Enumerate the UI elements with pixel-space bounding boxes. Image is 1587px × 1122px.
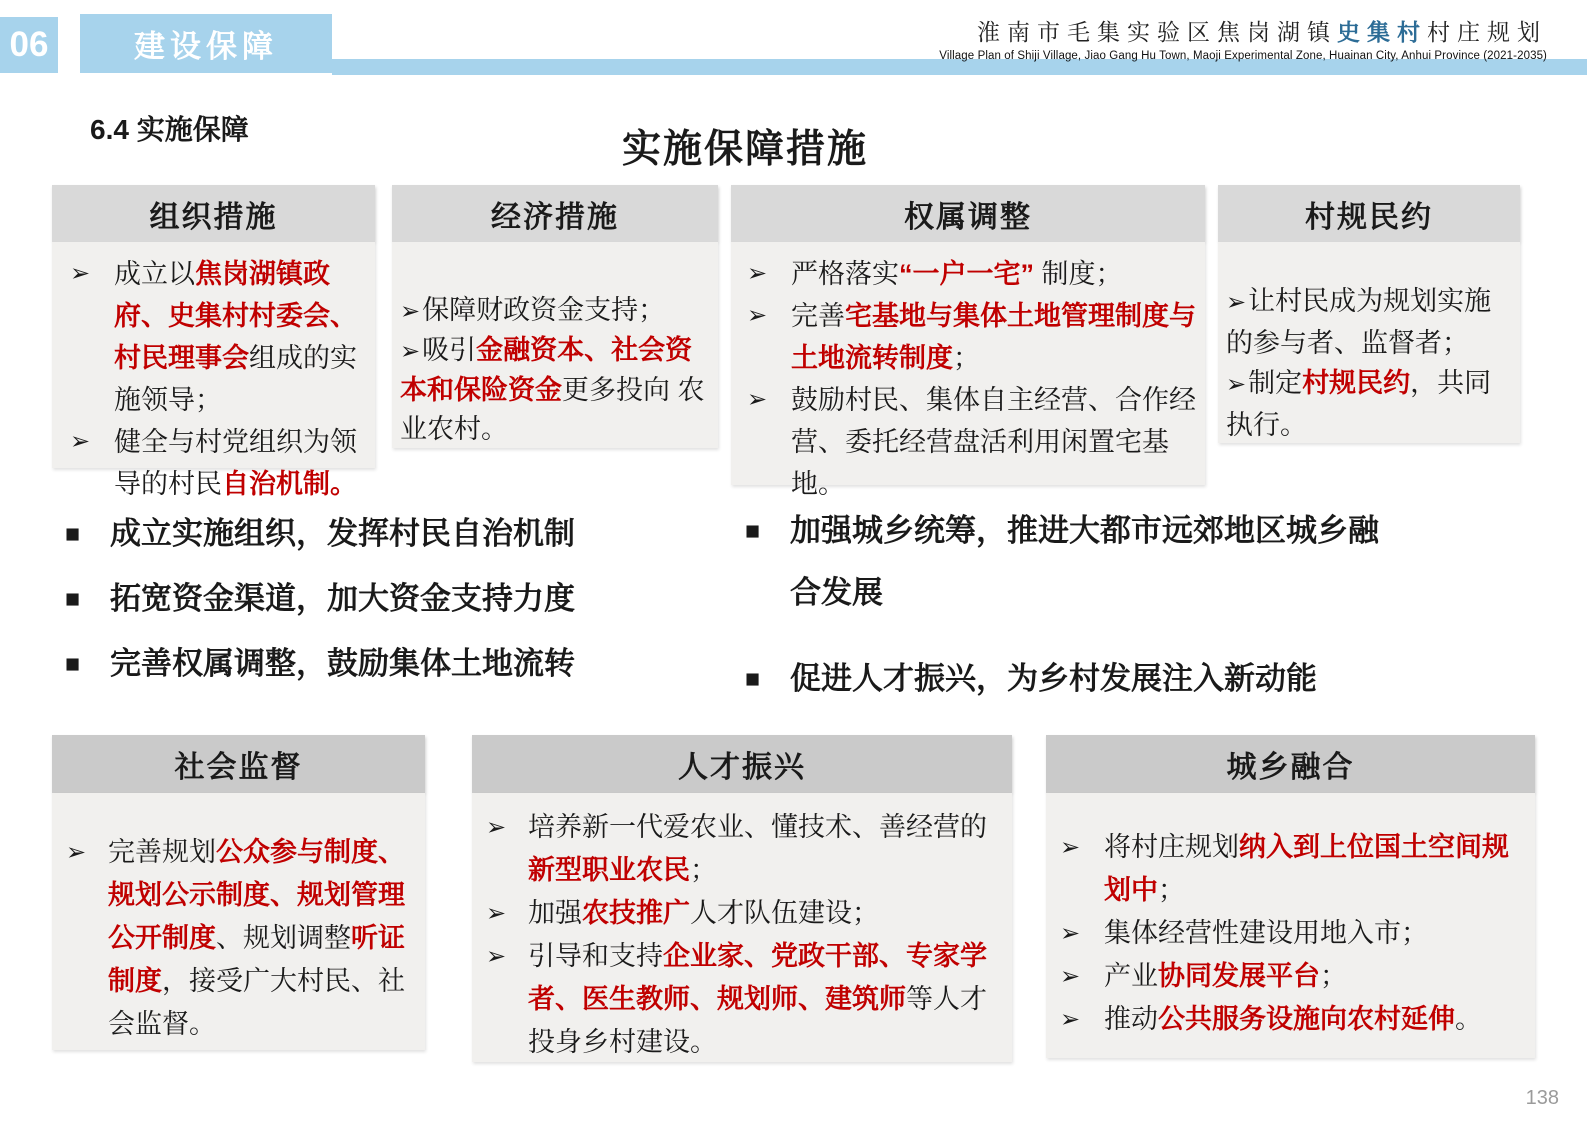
- plain-text: ；: [690, 855, 717, 885]
- emphasis-text: 纳入到上位国土空间规划中: [1104, 832, 1509, 905]
- plain-text: 引导和支持: [528, 941, 663, 971]
- card-economic-measures: [392, 185, 718, 448]
- plan-title-prefix: 淮南市毛集实验区焦岗湖镇: [977, 20, 1337, 45]
- bullet-text: [791, 295, 1199, 379]
- emphasis-text: “一户一宅”: [899, 259, 1034, 289]
- arrow-bullet-icon: ➢: [1226, 289, 1247, 316]
- plain-text: 让村民成为规划实施的参与者、监督者；: [1226, 286, 1492, 358]
- bullet-text: [1104, 826, 1527, 912]
- plan-title-village-highlight: 史集村: [1337, 20, 1427, 45]
- bullet-text: [108, 831, 417, 1046]
- emphasis-text: 企业家、党政干部、专家学者、医生教师、规划师、建筑师: [528, 941, 987, 1014]
- key-point-item: [65, 577, 575, 621]
- arrow-bullet-icon: ➢: [1060, 834, 1081, 861]
- bullet-text: [1104, 955, 1347, 998]
- arrow-bullet-icon: ➢: [66, 839, 87, 866]
- arrow-bullet-icon: ➢: [486, 943, 507, 970]
- bullet-text: [1104, 998, 1482, 1041]
- plain-text: 产业: [1104, 961, 1158, 991]
- plain-text: 、规划调整: [216, 923, 351, 953]
- card-ownership-adjustment: [731, 185, 1205, 499]
- emphasis-text: 自治机制。: [222, 469, 357, 499]
- arrow-bullet-icon: ➢: [747, 302, 768, 329]
- emphasis-text: 村规民约: [1302, 368, 1411, 398]
- bullet-text: [114, 253, 369, 421]
- plain-text: 等人才投身乡村建设。: [528, 984, 987, 1057]
- plain-text: 。: [1455, 1004, 1482, 1034]
- key-point-item: [65, 642, 575, 686]
- bullet-item: [1226, 363, 1516, 445]
- arrow-bullet-icon: ➢: [747, 386, 768, 413]
- bullet-item: [484, 806, 1004, 892]
- arrow-bullet-icon: ➢: [486, 900, 507, 927]
- arrow-bullet-icon: ➢: [400, 338, 421, 365]
- key-point-text: 加强城乡统筹，推进大都市远郊地区城乡融合发展: [790, 513, 1379, 610]
- plain-text: ；: [1158, 875, 1185, 905]
- card-title: 权属调整: [731, 185, 1205, 242]
- plain-text: 保障财政资金支持；: [422, 295, 666, 325]
- subsection-title: 6.4 实施保障: [90, 114, 249, 145]
- emphasis-text: 公共服务设施向农村延伸: [1158, 1004, 1455, 1034]
- card-body: [52, 242, 375, 499]
- plain-text: 制度；: [1034, 259, 1123, 289]
- square-bullet-icon: ■: [745, 517, 761, 545]
- arrow-bullet-icon: ➢: [1060, 920, 1081, 947]
- arrow-bullet-icon: ➢: [747, 260, 768, 287]
- card-body: [1218, 242, 1520, 443]
- arrow-bullet-icon: ➢: [486, 814, 507, 841]
- card-title: 城乡融合: [1046, 735, 1535, 793]
- card-title: 组织措施: [52, 185, 375, 242]
- bullet-text: [1226, 286, 1491, 358]
- card-village-covenants: [1218, 185, 1520, 443]
- plain-text: 完善规划: [108, 837, 216, 867]
- key-point-text: 完善权属调整，鼓励集体土地流转: [110, 646, 575, 681]
- bullet-text: [1226, 368, 1491, 440]
- key-point-text: 促进人才振兴，为乡村发展注入新动能: [790, 661, 1317, 696]
- bullet-item: [745, 295, 1199, 379]
- plain-text: ，共同执行。: [1226, 368, 1492, 440]
- plan-title-chinese: [939, 14, 1547, 47]
- plain-text: 完善: [791, 301, 845, 331]
- key-point-item: [745, 500, 1500, 624]
- plain-text: 更多投向 农业农村。: [400, 375, 705, 444]
- arrow-bullet-icon: ➢: [400, 298, 421, 325]
- plain-text: 成立以: [114, 259, 195, 289]
- plain-text: 集体经营性建设用地入市；: [1104, 918, 1428, 948]
- arrow-bullet-icon: ➢: [1060, 963, 1081, 990]
- bullet-item: [400, 291, 714, 331]
- bullet-item: [1058, 912, 1527, 955]
- square-bullet-icon: ■: [745, 665, 761, 693]
- key-points-left: [65, 512, 575, 707]
- card-social-supervision: [52, 735, 425, 1050]
- key-point-text: 成立实施组织，发挥村民自治机制: [110, 516, 575, 551]
- card-title: 经济措施: [392, 185, 718, 242]
- arrow-bullet-icon: ➢: [70, 260, 91, 287]
- plain-text: 严格落实: [791, 259, 899, 289]
- plan-title-block: [939, 14, 1547, 62]
- square-bullet-icon: ■: [65, 585, 81, 613]
- bullet-item: [68, 253, 369, 421]
- bullet-item: [400, 331, 714, 449]
- emphasis-text: 宅基地与集体土地管理制度与土地流转制度: [791, 301, 1196, 373]
- bullet-text: [114, 421, 369, 505]
- bullet-text: [400, 335, 705, 444]
- arrow-bullet-icon: ➢: [70, 428, 91, 455]
- card-body: [472, 793, 1012, 1062]
- emphasis-text: 协同发展平台: [1158, 961, 1320, 991]
- emphasis-text: 听证 制度: [108, 923, 405, 996]
- plain-text: ；: [1320, 961, 1347, 991]
- bullet-item: [484, 892, 1004, 935]
- plain-text: 人才队伍建设；: [690, 898, 879, 928]
- bullet-text: [791, 379, 1199, 505]
- section-title: 建设保障: [134, 29, 278, 64]
- plan-title-suffix: 村庄规划: [1427, 20, 1547, 45]
- section-title-box: [80, 14, 332, 73]
- plain-text: ；: [953, 343, 980, 373]
- emphasis-text: 金融资本、社会资本和保险资金: [400, 335, 693, 405]
- card-title: 人才振兴: [472, 735, 1012, 793]
- bullet-item: [1226, 281, 1516, 363]
- plain-text: 吸引: [422, 335, 477, 365]
- emphasis-text: 新型职业农民: [528, 855, 690, 885]
- key-point-text: 拓宽资金渠道，加大资金支持力度: [110, 581, 575, 616]
- bullet-item: [745, 379, 1199, 505]
- card-talent-revitalization: [472, 735, 1012, 1062]
- square-bullet-icon: ■: [65, 520, 81, 548]
- card-body: [731, 242, 1205, 499]
- bullet-item: [484, 935, 1004, 1064]
- bullet-text: [1104, 912, 1428, 955]
- card-title: 村规民约: [1218, 185, 1520, 242]
- plain-text: 将村庄规划: [1104, 832, 1239, 862]
- bullet-text: [528, 892, 879, 935]
- card-body: [1046, 793, 1535, 1058]
- section-number-badge: 06: [0, 17, 58, 73]
- card-title: 社会监督: [52, 735, 425, 793]
- bullet-item: [64, 831, 417, 1046]
- plan-title-english: Village Plan of Shiji Village, Jiao Gang Hu Town, Maoji Experimental Zone, Huainan City, Anhui Province (2021-2035): [939, 50, 1547, 62]
- arrow-bullet-icon: ➢: [1226, 371, 1247, 398]
- plain-text: 制定: [1248, 368, 1303, 398]
- page-title: 实施保障措施: [622, 128, 869, 171]
- plain-text: ，接受广大村民、社 会监督。: [108, 966, 405, 1039]
- emphasis-text: 焦岗湖镇政府、史集村村委会、村民理事会: [114, 259, 357, 373]
- key-point-item: [65, 512, 575, 556]
- plain-text: 鼓励村民、集体自主经营、合作经营、委托经营盘活利用闲置宅基地。: [791, 385, 1196, 499]
- plain-text: 健全与村党组织为领导的村民: [114, 427, 357, 499]
- card-body: [52, 793, 425, 1050]
- plain-text: 培养新一代爱农业、懂技术、善经营的: [528, 812, 987, 842]
- bullet-item: [68, 421, 369, 505]
- bullet-text: [791, 253, 1123, 295]
- bullet-text: [422, 295, 665, 325]
- bullet-text: [528, 935, 1004, 1064]
- card-organizational-measures: [52, 185, 375, 499]
- bullet-item: [1058, 955, 1527, 998]
- key-points-right: [745, 500, 1500, 734]
- emphasis-text: 农技推广: [582, 898, 690, 928]
- plain-text: 组成的实施领导；: [114, 343, 357, 415]
- emphasis-text: 公众参与制度、 规划公示制度、规划管理 公开制度: [108, 837, 405, 953]
- card-body: [392, 242, 718, 448]
- plain-text: 推动: [1104, 1004, 1158, 1034]
- bullet-item: [1058, 998, 1527, 1041]
- key-point-item: [745, 648, 1500, 710]
- bullet-item: [745, 253, 1199, 295]
- bullet-text: [528, 806, 1004, 892]
- bullet-item: [1058, 826, 1527, 912]
- square-bullet-icon: ■: [65, 650, 81, 678]
- plain-text: 加强: [528, 898, 582, 928]
- card-urban-rural-integration: [1046, 735, 1535, 1058]
- arrow-bullet-icon: ➢: [1060, 1006, 1081, 1033]
- page-number: 138: [1525, 1087, 1559, 1109]
